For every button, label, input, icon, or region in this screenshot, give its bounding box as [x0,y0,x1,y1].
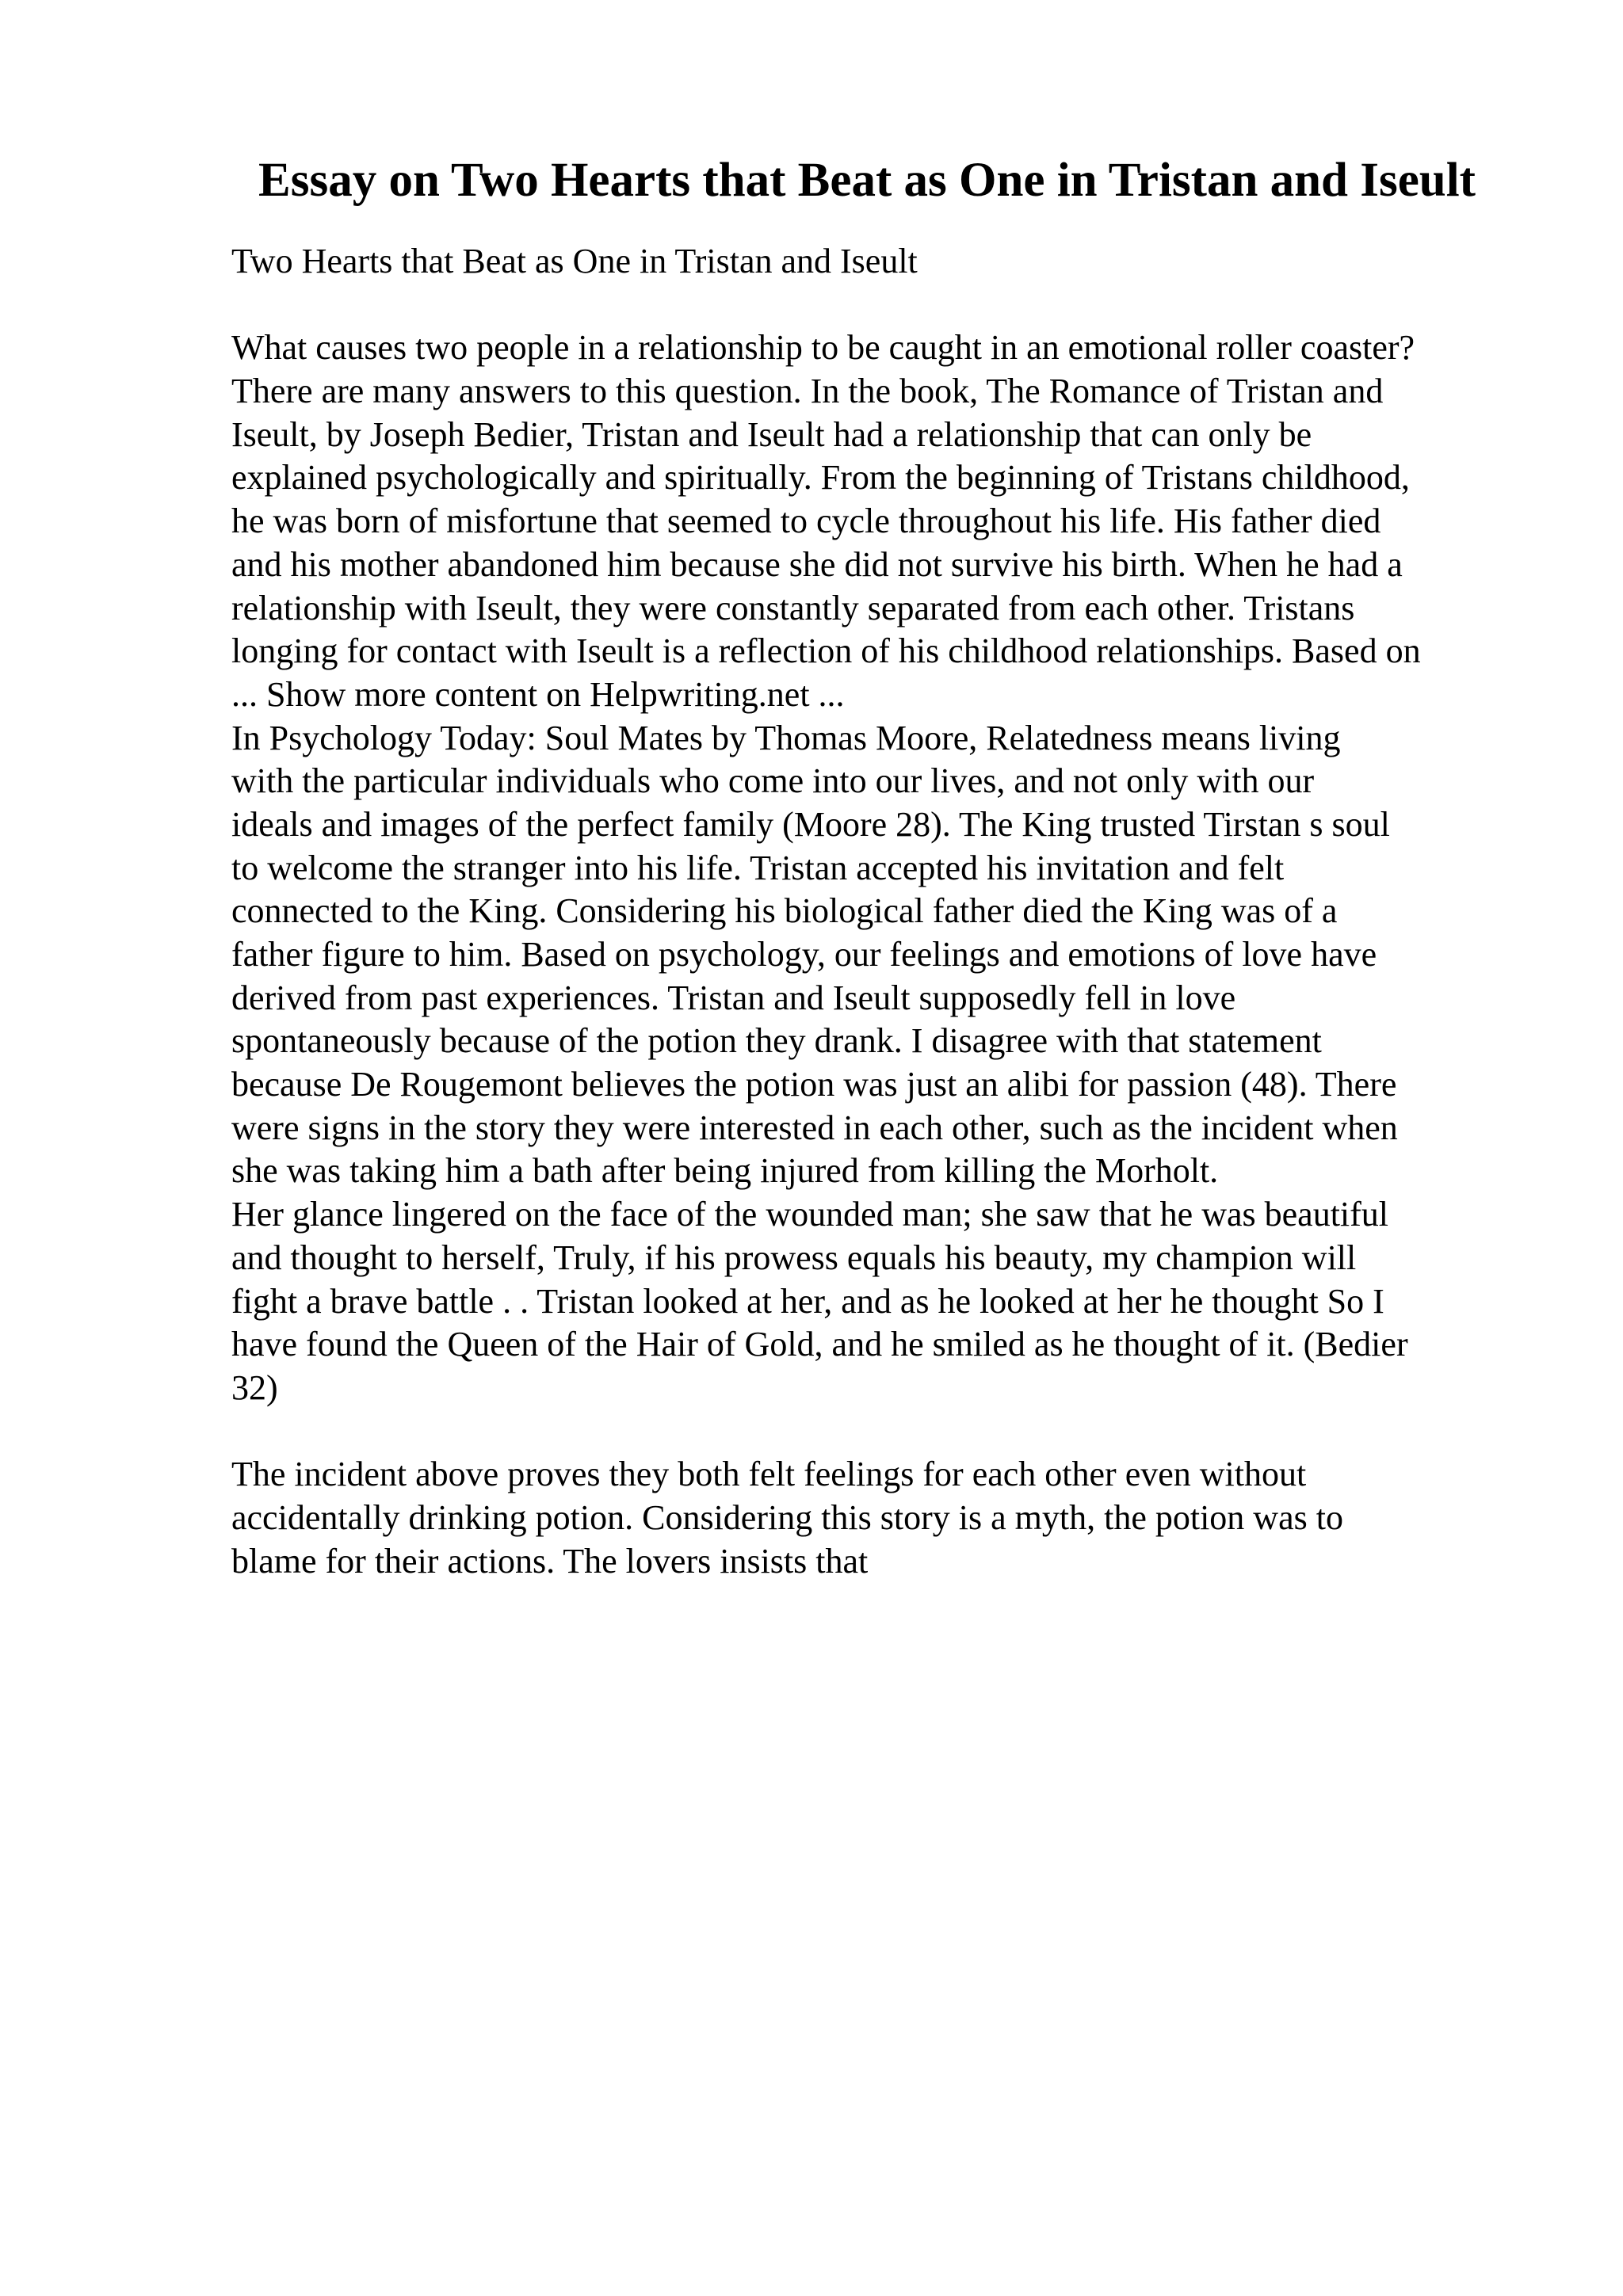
text-line: and thought to herself, Truly, if his prowess equals his beauty, my champion will [231,1238,1357,1277]
text-line: she was taking him a bath after being injured from killing the Morholt. [231,1151,1219,1191]
text-line: with the particular individuals who come into our lives, and not only with our [231,761,1315,801]
text-line: accidentally drinking potion. Considering this story is a myth, the potion was to [231,1497,1343,1537]
text-line: fight a brave battle . . Tristan looked at her, and as he looked at her he thought So I [231,1281,1384,1321]
text-line: spontaneously because of the potion they drank. I disagree with that statement [231,1021,1322,1061]
text-line: ideals and images of the perfect family (Moore 28). The King trusted Tirstan s soul [231,804,1390,844]
text-line: he was born of misfortune that seemed to cycle throughout his life. His father died [231,502,1381,541]
paragraph-1 [231,326,1594,716]
text-line: longing for contact with Iseult is a reflection of his childhood relationships. Based on [231,631,1421,671]
paragraph-3-quote [231,1193,1594,1409]
text-line: father figure to him. Based on psychology, our feelings and emotions of love have [231,935,1377,974]
document-title: Essay on Two Hearts that Beat as One in Tristan and Iseult [258,154,1476,207]
show-more-text: ... Show more content on Helpwriting.net ... [231,674,845,714]
text-line: Her glance lingered on the face of the wounded man; she saw that he was beautiful [231,1195,1389,1234]
text-line: relationship with Iseult, they were constantly separated from each other. Tristans [231,588,1355,627]
paragraph-spacer [231,1410,1594,1454]
text-line: blame for their actions. The lovers insists that [231,1541,869,1581]
text-line: There are many answers to this question. In the book, The Romance of Tristan and [231,372,1384,411]
text-line: were signs in the story they were interested in each other, such as the incident when [231,1108,1398,1147]
text-line: explained psychologically and spiritually. From the beginning of Tristans childhood, [231,458,1410,498]
text-line: What causes two people in a relationship to be caught in an emotional roller coaster? [231,328,1415,368]
text-line: connected to the King. Considering his biological father died the King was of a [231,891,1338,931]
text-line: Iseult, by Joseph Bedier, Tristan and Iseult had a relationship that can only be [231,414,1312,454]
text-line: to welcome the stranger into his life. Tristan accepted his invitation and felt [231,848,1285,887]
text-line: 32) [231,1367,278,1407]
text-line: and his mother abandoned him because she did not survive his birth. When he had a [231,544,1403,584]
text-line: because De Rougemont believes the potion was just an alibi for passion (48). There [231,1065,1397,1104]
text-line: derived from past experiences. Tristan and Iseult supposedly fell in love [231,978,1236,1017]
text-line: have found the Queen of the Hair of Gold, and he smiled as he thought of it. (Bedier [231,1325,1408,1364]
paragraph-2 [231,717,1594,1194]
paragraph-spacer [231,284,1594,327]
text-line: The incident above proves they both felt feelings for each other even without [231,1455,1307,1494]
document-body [231,240,1594,1583]
paragraph-4 [231,1453,1594,1583]
document-subtitle: Two Hearts that Beat as One in Tristan and Iseult [231,242,918,280]
text-line: In Psychology Today: Soul Mates by Thomas Moore, Relatedness means living [231,718,1341,757]
